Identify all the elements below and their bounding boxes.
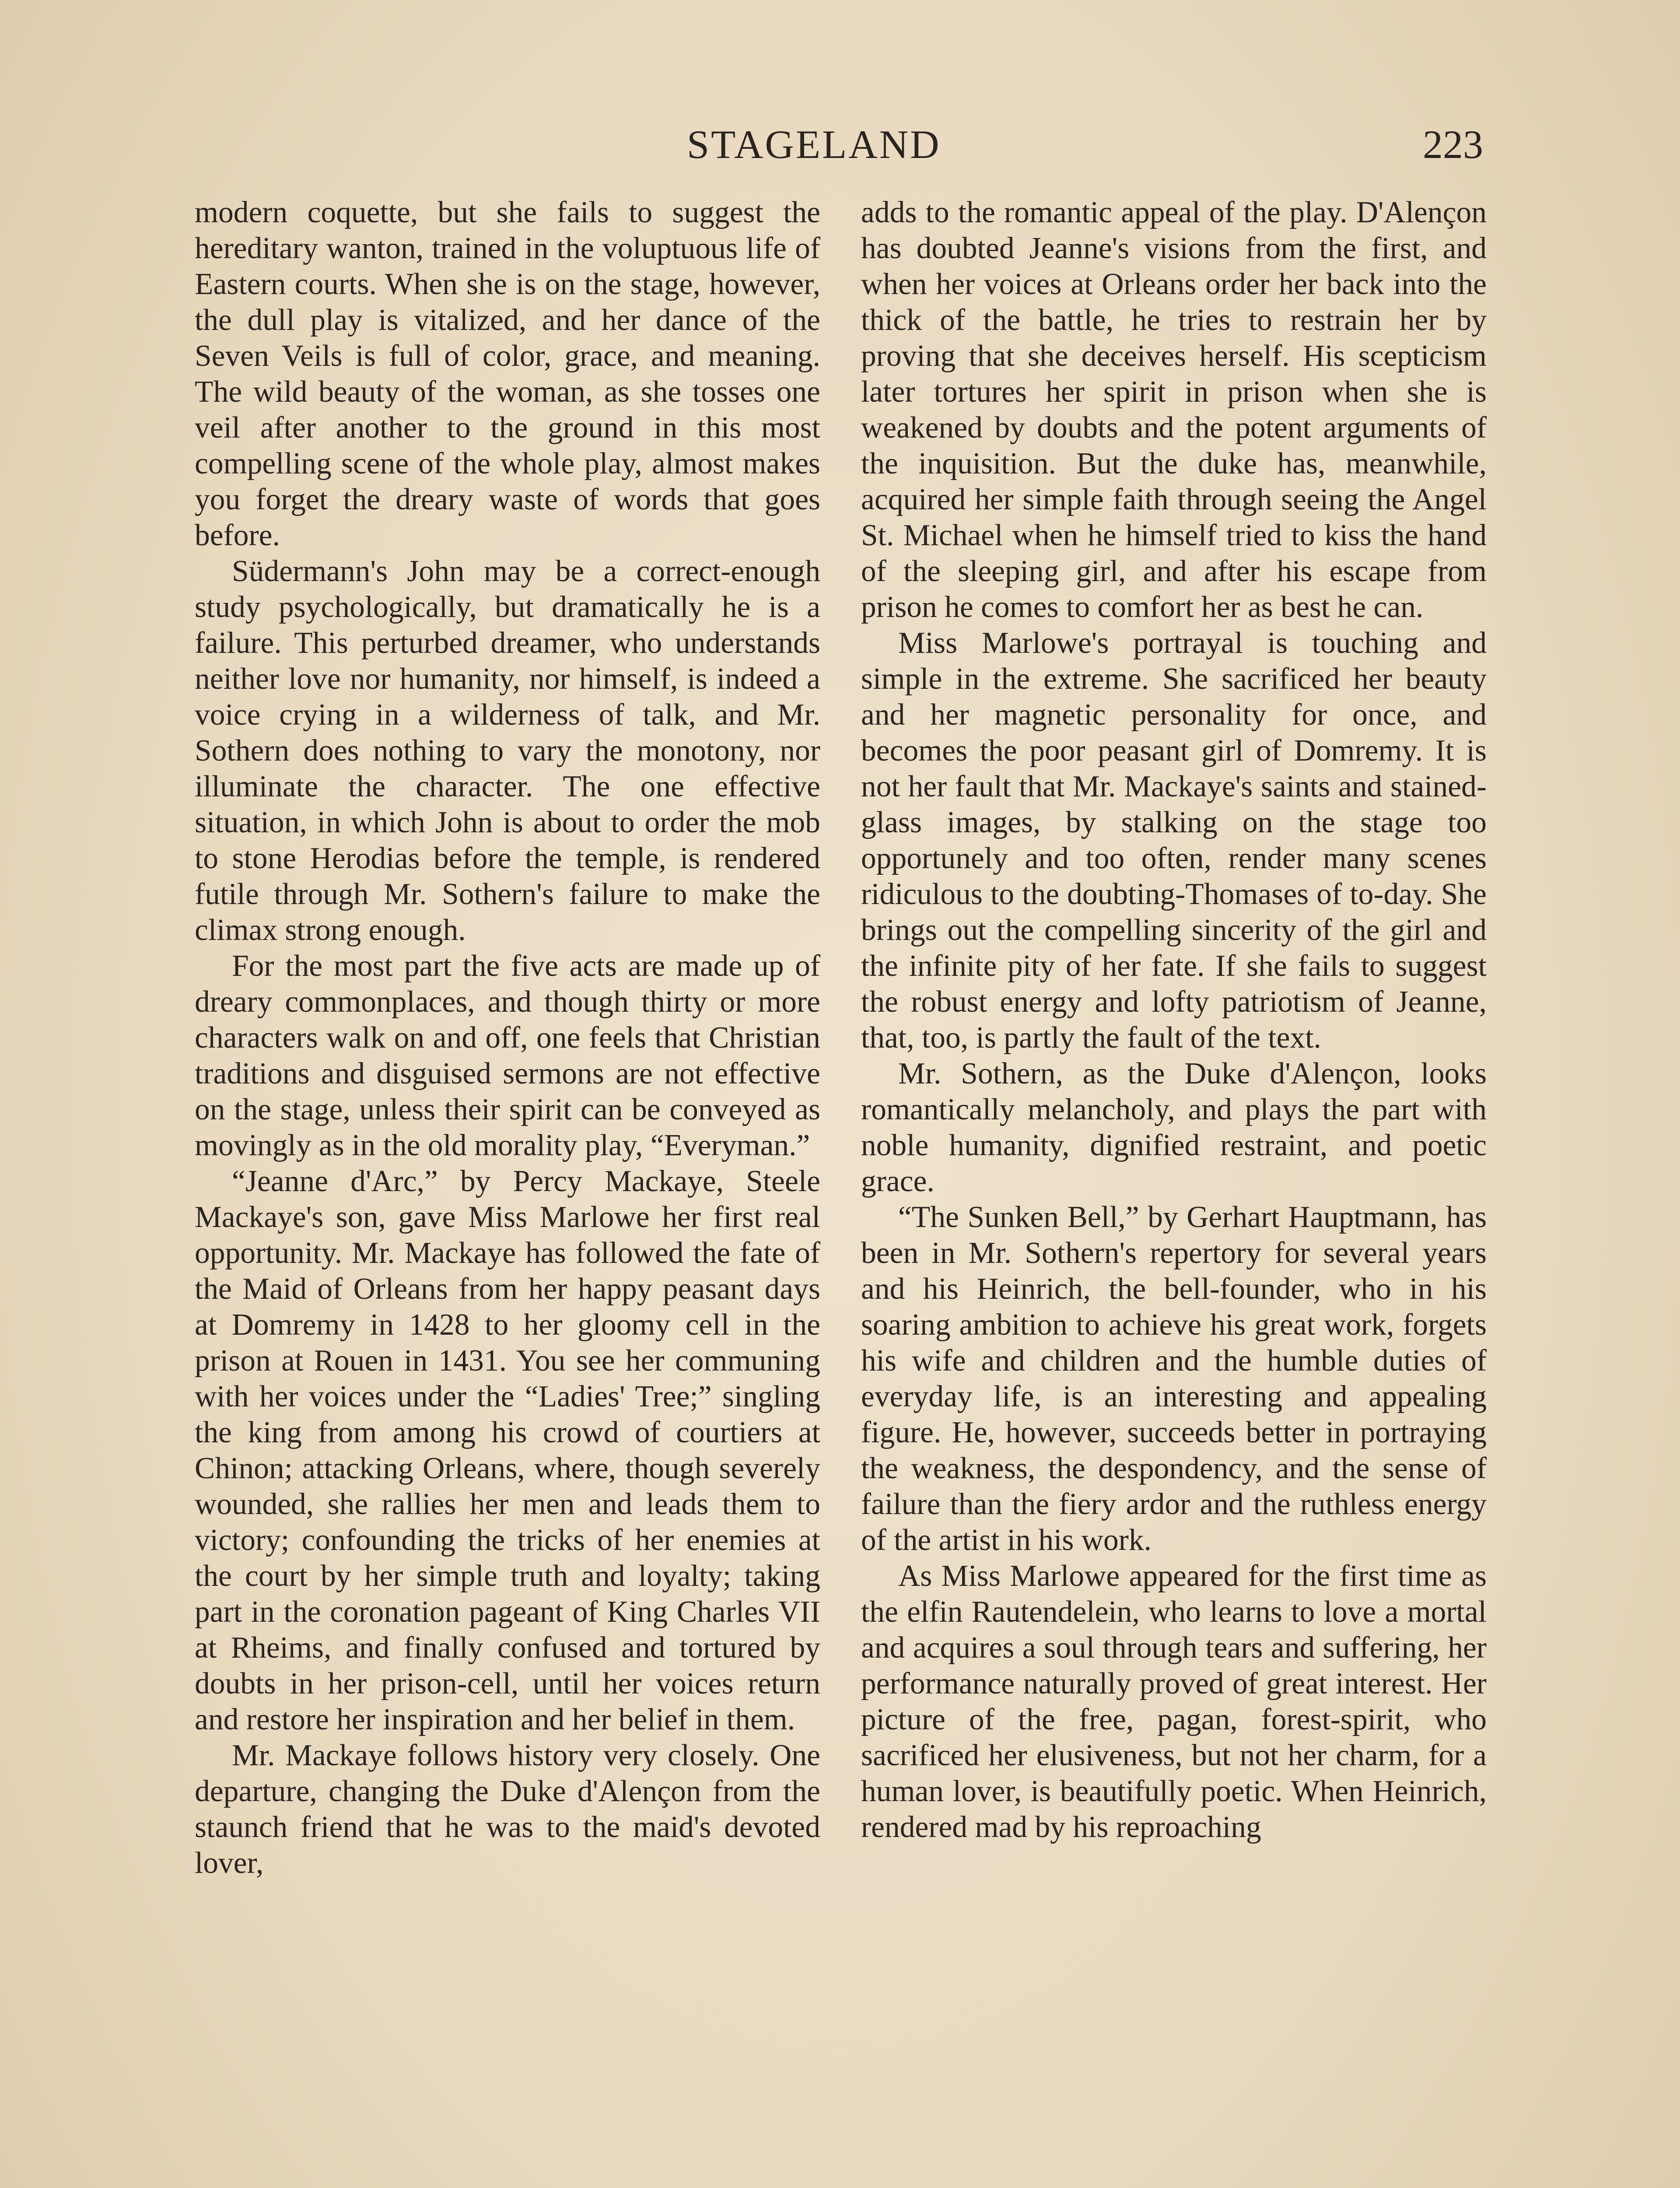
paragraph: Mr. Mackaye follows history very closely. One departure, changing the Duke d'Alençon from the staunch friend that he was to the maid's devoted lover, xyxy=(195,1739,820,1880)
paragraph: modern coquette, but she fails to suggest the hereditary wanton, trained in the voluptuous life of Eastern courts. When she is on the stage, however, the dull play is vitalized, and her dance of the Seven Veils is full of color, grace, and meaning. The wild beauty of the woman, as she tosses one veil after another to the ground in this most compelling scene of the whole play, almost makes you forget the dreary waste of words that goes before. xyxy=(195,196,820,552)
paragraph: Mr. Sothern, as the Duke d'Alençon, looks romantically melancholy, and plays the part with noble humanity, dignified restraint, and poetic grace. xyxy=(861,1057,1487,1198)
paragraph: Miss Marlowe's portrayal is touching and simple in the extreme. She sacrificed her beauty and her magnetic personality for once, and becomes the poor peasant girl of Domremy. It is not her fault that Mr. Mackaye's saints and stained-glass images, by stalking on the stage too opportunely and too often, render many scenes ridiculous to the doubting-Thomases of to-day. She brings out the compelling sincerity of the girl and the infinite pity of her fate. If she fails to suggest the robust energy and lofty patriotism of Jeanne, that, too, is partly the fault of the text. xyxy=(861,626,1487,1055)
running-head xyxy=(0,118,1680,171)
right-column xyxy=(861,195,1487,1845)
left-column xyxy=(195,195,820,1881)
paragraph: As Miss Marlowe appeared for the first time as the elfin Rautendelein, who learns to love a mortal and acquires a soul through tears and suffering, her performance naturally proved of great interest. Her picture of the free, pagan, forest-spirit, who sacrificed her elusiveness, but not her charm, for a human lover, is beautifully poetic. When Heinrich, rendered mad by his reproaching xyxy=(861,1559,1487,1844)
page-number: 223 xyxy=(1423,122,1483,167)
paragraph: adds to the romantic appeal of the play. D'Alençon has doubted Jeanne's visions from the first, and when her voices at Orleans order her back into the thick of the battle, he tries to restrain her by proving that she deceives herself. His scepticism later tortures her spirit in prison when she is weakened by doubts and the potent arguments of the inquisition. But the duke has, meanwhile, acquired her simple faith through seeing the Angel St. Michael when he himself tried to kiss the hand of the sleeping girl, and after his escape from prison he comes to comfort her as best he can. xyxy=(861,196,1487,624)
paragraph: “The Sunken Bell,” by Gerhart Hauptmann, has been in Mr. Sothern's repertory for several years and his Heinrich, the bell-founder, who in his soaring ambition to achieve his great work, forgets his wife and children and the humble duties of everyday life, is an interesting and appealing figure. He, however, succeeds better in portraying the weakness, the despondency, and the sense of failure than the fiery ardor and the ruthless energy of the artist in his work. xyxy=(861,1200,1487,1557)
paragraph: For the most part the five acts are made up of dreary commonplaces, and though thirty or more characters walk on and off, one feels that Christian traditions and disguised sermons are not effective on the stage, unless their spirit can be conveyed as movingly as in the old morality play, “Everyman.” xyxy=(195,949,820,1162)
running-title: STAGELAND xyxy=(687,122,941,167)
paragraph: Südermann's John may be a correct-enough study psychologically, but dramatically he is a failure. This perturbed dreamer, who understands neither love nor humanity, nor himself, is indeed a voice crying in a wilderness of talk, and Mr. Sothern does nothing to vary the monotony, nor illuminate the character. The one effective situation, in which John is about to order the mob to stone Herodias before the temple, is rendered futile through Mr. Sothern's failure to make the climax strong enough. xyxy=(195,554,820,947)
paragraph: “Jeanne d'Arc,” by Percy Mackaye, Steele Mackaye's son, gave Miss Marlowe her first real opportunity. Mr. Mackaye has followed the fate of the Maid of Orleans from her happy peasant days at Domremy in 1428 to her gloomy cell in the prison at Rouen in 1431. You see her communing with her voices under the “Ladies' Tree;” singling the king from among his crowd of courtiers at Chinon; attacking Orleans, where, though severely wounded, she rallies her men and leads them to victory; confounding the tricks of her enemies at the court by her simple truth and loyalty; taking part in the coronation pageant of King Charles VII at Rheims, and finally confused and tortured by doubts in her prison-cell, until her voices return and restore her inspiration and her belief in them. xyxy=(195,1164,820,1736)
